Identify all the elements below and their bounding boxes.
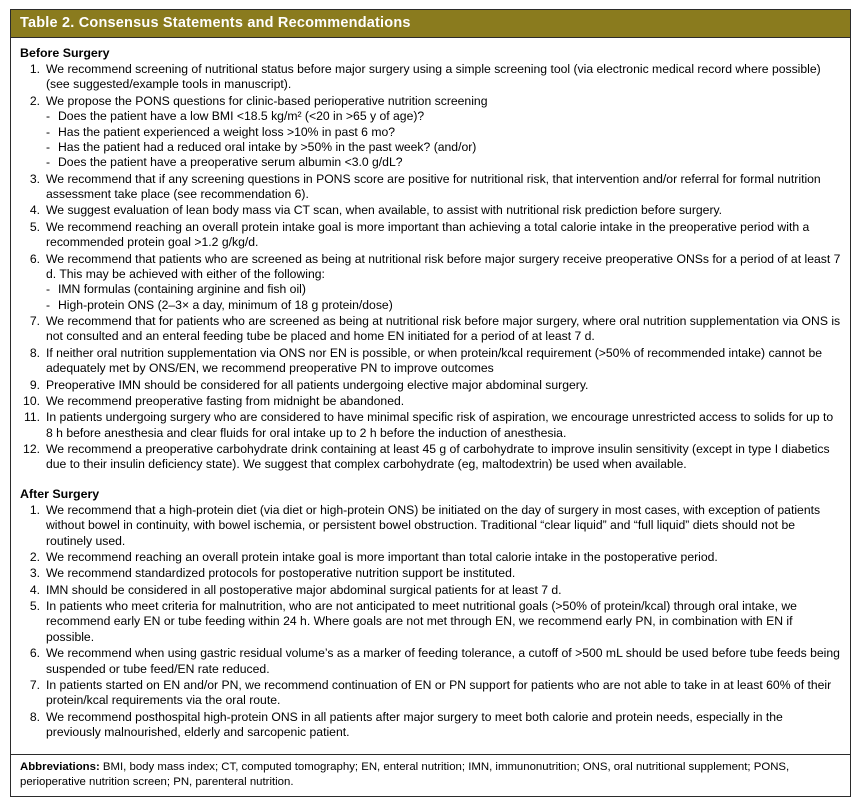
sub-list-item [46, 298, 841, 313]
item-body [46, 220, 841, 251]
abbreviations-text: BMI, body mass index; CT, computed tomography; EN, enteral nutrition; IMN, immunonutrition; ONS, oral nutritional supplement; PONS, perioperative nutrition screen; PN, parenteral nutrition. [20, 761, 790, 789]
item-body [46, 646, 841, 677]
list-item [20, 203, 841, 218]
item-number: 9. [29, 377, 40, 392]
sub-list [46, 282, 841, 313]
item-number: 5. [29, 219, 40, 234]
item-text: We recommend when using gastric residual volume’s as a marker of feeding tolerance, a cutoff of >500 mL should be used before tube feeds being suspended or tube feed/EN rate reduced. [46, 646, 840, 676]
section-heading-after-surgery: After Surgery [20, 486, 100, 501]
item-body [46, 94, 841, 171]
list-item [20, 599, 841, 645]
item-body [46, 566, 841, 581]
abbreviations-footnote [11, 755, 850, 796]
abbreviations-label: Abbreviations: [20, 761, 100, 774]
list-item [20, 583, 841, 598]
item-text: If neither oral nutrition supplementation via ONS nor EN is possible, or when protein/kcal requirement (>50% of recommended intake) cannot be adequately met by ONS/EN, we recommend preoperative PN to improve outcomes [46, 345, 823, 376]
item-text: We recommend preoperative fasting from midnight be abandoned. [46, 393, 405, 408]
item-body [46, 62, 841, 93]
sub-item-text: Has the patient had a reduced oral intake by >50% in the past week? (and/or) [58, 139, 477, 154]
item-text: We propose the PONS questions for clinic-based perioperative nutrition screening [46, 93, 488, 108]
item-body [46, 378, 841, 393]
item-number: 3. [29, 171, 40, 186]
item-text: We recommend that if any screening questions in PONS score are positive for nutritional risk, that intervention and/or referral for formal nutrition assessment take place (see recommendation 6). [46, 171, 821, 201]
list-item [20, 94, 841, 171]
item-text: Preoperative IMN should be considered for all patients undergoing elective major abdominal surgery. [46, 377, 589, 392]
dash-bullet-icon: - [46, 109, 51, 124]
sub-list-item [46, 140, 841, 155]
item-number: 7. [29, 677, 40, 692]
item-body [46, 314, 841, 345]
item-text: In patients undergoing surgery who are considered to have minimal specific risk of aspiration, we encourage unrestricted access to solids for up to 8 h before anesthesia and clear fluids for oral intake up to 2 h before the induction of anesthesia. [46, 410, 834, 440]
list-item [20, 710, 841, 741]
item-text: We recommend a preoperative carbohydrate drink containing at least 45 g of carbohydrate to improve insulin sensitivity (except in type I diabetics due to their insulin deficiency state). We suggest that complex carbohydrate (eg, maltodextrin) be used when available. [46, 442, 830, 472]
item-text: We recommend reaching an overall protein intake goal is more important than total calorie intake in the postoperative period. [46, 549, 718, 564]
list-item [20, 220, 841, 251]
item-text: IMN should be considered in all postoperative major abdominal surgical patients for at least 7 d. [46, 582, 562, 597]
item-text: We recommend that a high-protein diet (via diet or high-protein ONS) be initiated on the day of surgery in most cases, with exception of patients without bowel in continuity, with bowel ischemia, or persistent bowel obstruction. Traditional “clear liquid” and “full liquid” diets should not be routinely used. [46, 502, 821, 548]
item-body [46, 710, 841, 741]
list-item [20, 410, 841, 441]
item-text: We recommend reaching an overall protein intake goal is more important than achieving a total calorie intake in the preoperative period with a recommended protein goal >1.2 g/kg/d. [46, 219, 810, 250]
list-item [20, 346, 841, 377]
item-body [46, 410, 841, 441]
item-number: 8. [29, 345, 40, 360]
item-body [46, 503, 841, 549]
item-body [46, 583, 841, 598]
item-number: 12. [23, 442, 40, 456]
sub-list-item [46, 109, 841, 124]
item-text: We recommend screening of nutritional status before major surgery using a simple screening tool (via electronic medical record where possible) (see suggested/example tools in manuscript). [46, 62, 821, 92]
item-body [46, 550, 841, 565]
item-text: We suggest evaluation of lean body mass via CT scan, when available, to assist with nutritional risk prediction before surgery. [46, 203, 723, 218]
list-item [20, 678, 841, 709]
dash-bullet-icon: - [46, 282, 51, 297]
sub-list-item [46, 282, 841, 297]
recommendation-list-before-surgery [20, 62, 841, 473]
item-text: We recommend that for patients who are screened as being at nutritional risk before major surgery, where oral nutrition supplementation via ONS is not consulted and an enteral feeding tube be placed and home EN initiated for a period of at least 7 d. [46, 314, 841, 344]
list-item [20, 442, 841, 473]
list-item [20, 378, 841, 393]
item-number: 8. [29, 709, 40, 724]
item-text: In patients started on EN and/or PN, we recommend continuation of EN or PN support for patients who are not able to take in at least 60% of their protein/kcal requirements via the oral route. [46, 677, 832, 708]
item-number: 11. [23, 410, 40, 425]
item-body [46, 172, 841, 203]
table-body [11, 38, 850, 747]
list-item [20, 394, 841, 409]
item-text: We recommend posthospital high-protein ONS in all patients after major surgery to meet both calorie and protein needs, especially in the previously malnourished, elderly and sarcopenic patient. [46, 709, 783, 739]
sub-item-text: Has the patient experienced a weight loss >10% in past 6 mo? [58, 124, 396, 139]
section-heading-before-surgery: Before Surgery [20, 46, 110, 60]
item-body [46, 252, 841, 314]
dash-bullet-icon: - [46, 124, 51, 139]
item-body [46, 599, 841, 645]
list-item [20, 550, 841, 565]
sub-item-text: Does the patient have a preoperative serum albumin <3.0 g/dL? [58, 155, 403, 170]
sub-item-text: Does the patient have a low BMI <18.5 kg/m² (<20 in >65 y of age)? [58, 109, 425, 124]
list-item [20, 646, 841, 677]
item-number: 7. [29, 314, 40, 328]
dash-bullet-icon: - [46, 155, 51, 170]
sub-list-item [46, 125, 841, 140]
list-item [20, 172, 841, 203]
item-text: In patients who meet criteria for malnutrition, who are not anticipated to meet nutritional goals (>50% of protein/kcal) through oral intake, we recommend early EN or tube feeding within 24 h. Where goals are not met through EN, we recommend early PN, in combination with EN if possible. [46, 599, 797, 644]
recommendation-list-after-surgery [20, 503, 841, 741]
dash-bullet-icon: - [46, 139, 51, 154]
item-number: 5. [29, 599, 40, 613]
table-title: Table 2. Consensus Statements and Recommendations [11, 10, 850, 38]
list-item [20, 62, 841, 93]
item-number: 1. [29, 62, 40, 76]
item-number: 4. [29, 203, 40, 218]
list-item [20, 566, 841, 581]
item-number: 3. [29, 566, 40, 581]
item-number: 2. [29, 549, 40, 564]
sub-item-text: IMN formulas (containing arginine and fish oil) [58, 282, 306, 297]
item-number: 6. [29, 251, 40, 266]
item-body [46, 394, 841, 409]
sub-list-item [46, 155, 841, 170]
sub-item-text: High-protein ONS (2–3× a day, minimum of 18 g protein/dose) [58, 297, 393, 312]
item-number: 6. [29, 646, 40, 661]
item-number: 4. [29, 582, 40, 597]
list-item [20, 252, 841, 314]
item-number: 1. [29, 502, 40, 517]
item-body [46, 678, 841, 709]
list-item [20, 503, 841, 549]
item-text: We recommend that patients who are screened as being at nutritional risk before major surgery receive preoperative ONSs for a period of at least 7 d. This may be achieved with either of the following: [46, 251, 841, 281]
item-body [46, 203, 841, 218]
consensus-table [10, 9, 851, 797]
item-number: 2. [29, 93, 40, 108]
item-number: 10. [23, 393, 40, 408]
dash-bullet-icon: - [46, 297, 51, 312]
item-body [46, 442, 841, 473]
list-item [20, 314, 841, 345]
item-body [46, 346, 841, 377]
sub-list [46, 109, 841, 171]
item-text: We recommend standardized protocols for postoperative nutrition support be instituted. [46, 566, 516, 581]
